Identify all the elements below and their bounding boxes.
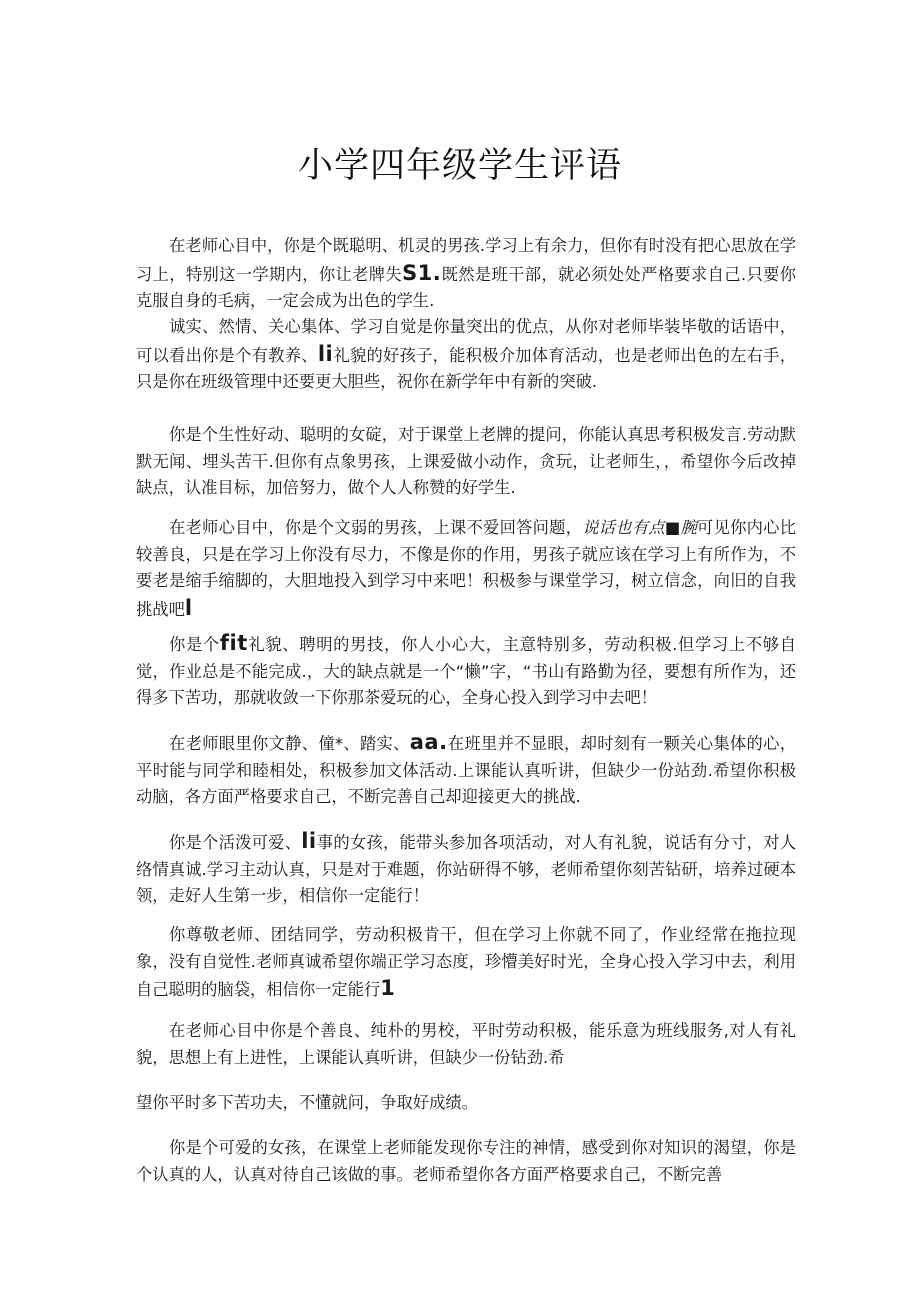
comment-paragraph [136,1135,796,1188]
text-segment: 事的女孩，能带头参加各项活动，对人有礼貌，说话有分寸，对人络情真诚.学习主动认真，只是对于难题，你站研得不够，老师希望你刻苦钻研，培养过硬本领，走好人生第一步，相信你一定能行！ [136,833,796,905]
text-segment: 在老师心目中，你是个既聪明、机灵的男孩.学习上有余力，但你有时没有把心思放在学习上，特别这一学期内，你让老牌失 [136,236,796,284]
document-title: 小学四年级学生评语 [297,146,622,186]
text-segment-big: 1 [380,976,396,1000]
text-segment-big: aa. [409,730,448,754]
text-segment: 诚实、然情、关心集体、学习自觉是你量突出的优点，从你对老师毕装毕敬的话语中，可以看出你是个有教养、 [136,317,796,365]
text-segment-big: l [184,595,193,620]
text-segment: 望你平时多下苦功夫，不懂就问，争取好成绩。 [136,1093,478,1112]
text-segment: 礼貌、聘明的男技，你人小心大，主意特别多，劳动积极.但学习上不够自觉，作业总是不能完成.，大的缺点就是一个“懒”字，“书山有路勤为径，要想有所作为，还得多下苦功，那就收敛一下你那茶爱玩的心，全身心投入到学习中去吧！ [136,635,796,707]
text-segment-ital: 说话也有点■腕 [582,518,698,537]
text-segment: 在老师心目中，你是个文弱的男孩，上课不爱回答问题， [169,518,583,537]
comment-paragraph [136,233,796,315]
text-segment: 你是个可爱的女孩，在课堂上老师能发现你专注的神情，感受到你对知识的渴望，你是个认真的人，认真对待自己该做的事。老师希望你各方面严格要求自己，不断完善 [136,1138,796,1184]
comment-paragraph [136,314,796,396]
text-segment: 在老师心目中你是个善良、纯朴的男校，平时劳动积极，能乐意为班线服务,对人有礼貌，思想上有上进性，上课能认真听讲，但缺少一份钻劲.希 [136,1021,796,1067]
comment-paragraph [136,729,796,811]
comment-paragraph [136,1090,796,1117]
text-segment: 既然是班干部，就必须处处严格要求自己.只要你克服自身的毛病，一定会成为出色的学生. [136,264,796,310]
text-segment: 你是个 [169,635,220,654]
text-segment: 在老师眼里你文静、僮*、踏实、 [169,734,410,753]
text-segment: 在班里并不显眼，却时刻有一颗关心集体的心，平时能与同学和睦相处，积极参加文体活动.上课能认真听讲，但缺少一份站劲.希望你积极动脑，各方面严格要求自己，不断完善自己却迎接更大的挑战. [136,734,796,806]
comment-paragraph [136,515,796,623]
comment-paragraph [136,1018,796,1071]
comment-paragraph [136,828,796,910]
comment-paragraph [136,630,796,712]
text-segment: 可见你内心比较善良，只是在学习上你没有尽力，不像是你的作用，男孩子就应该在学习上有所作为，不要老是缩手缩脚的，大胆地投入到学习中来吧！积极参与课堂学习，树立信念，向旧的自我挑战吧 [136,518,796,619]
comment-paragraph [136,422,796,502]
comment-paragraph [136,922,796,1004]
text-segment: 礼貌的好孩子，能积极介加体育活动，也是老师出色的左右手，只是你在班级管理中还要更大胆些，祝你在新学年中有新的突破. [136,345,796,391]
text-segment: 你是个生性好动、聪明的女碇，对于课堂上老牌的提问，你能认真思考积极发言.劳动默默无闻、埋头苦干.但你有点象男孩，上课爱做小动作，贪玩，让老师生，，希望你今后改掉缺点，认准目标，加倍努力，做个人人称赞的好学生. [136,425,796,497]
text-segment-big: li [301,829,317,853]
text-segment-big: li [317,341,334,366]
text-segment: 你尊敬老师、团结同学，劳动积极肯干，但在学习上你就不同了，作业经常在拖拉现象，没有自觉性.老师真诚希望你端正学习态度，珍懵美好时光，全身心投入学习中去，利用自己聪明的脑袋，相信你一定能行 [136,925,796,999]
text-segment-big: S1. [402,260,442,285]
text-segment-big: fit [219,631,248,655]
text-segment: 你是个活泼可爱、 [169,833,302,852]
